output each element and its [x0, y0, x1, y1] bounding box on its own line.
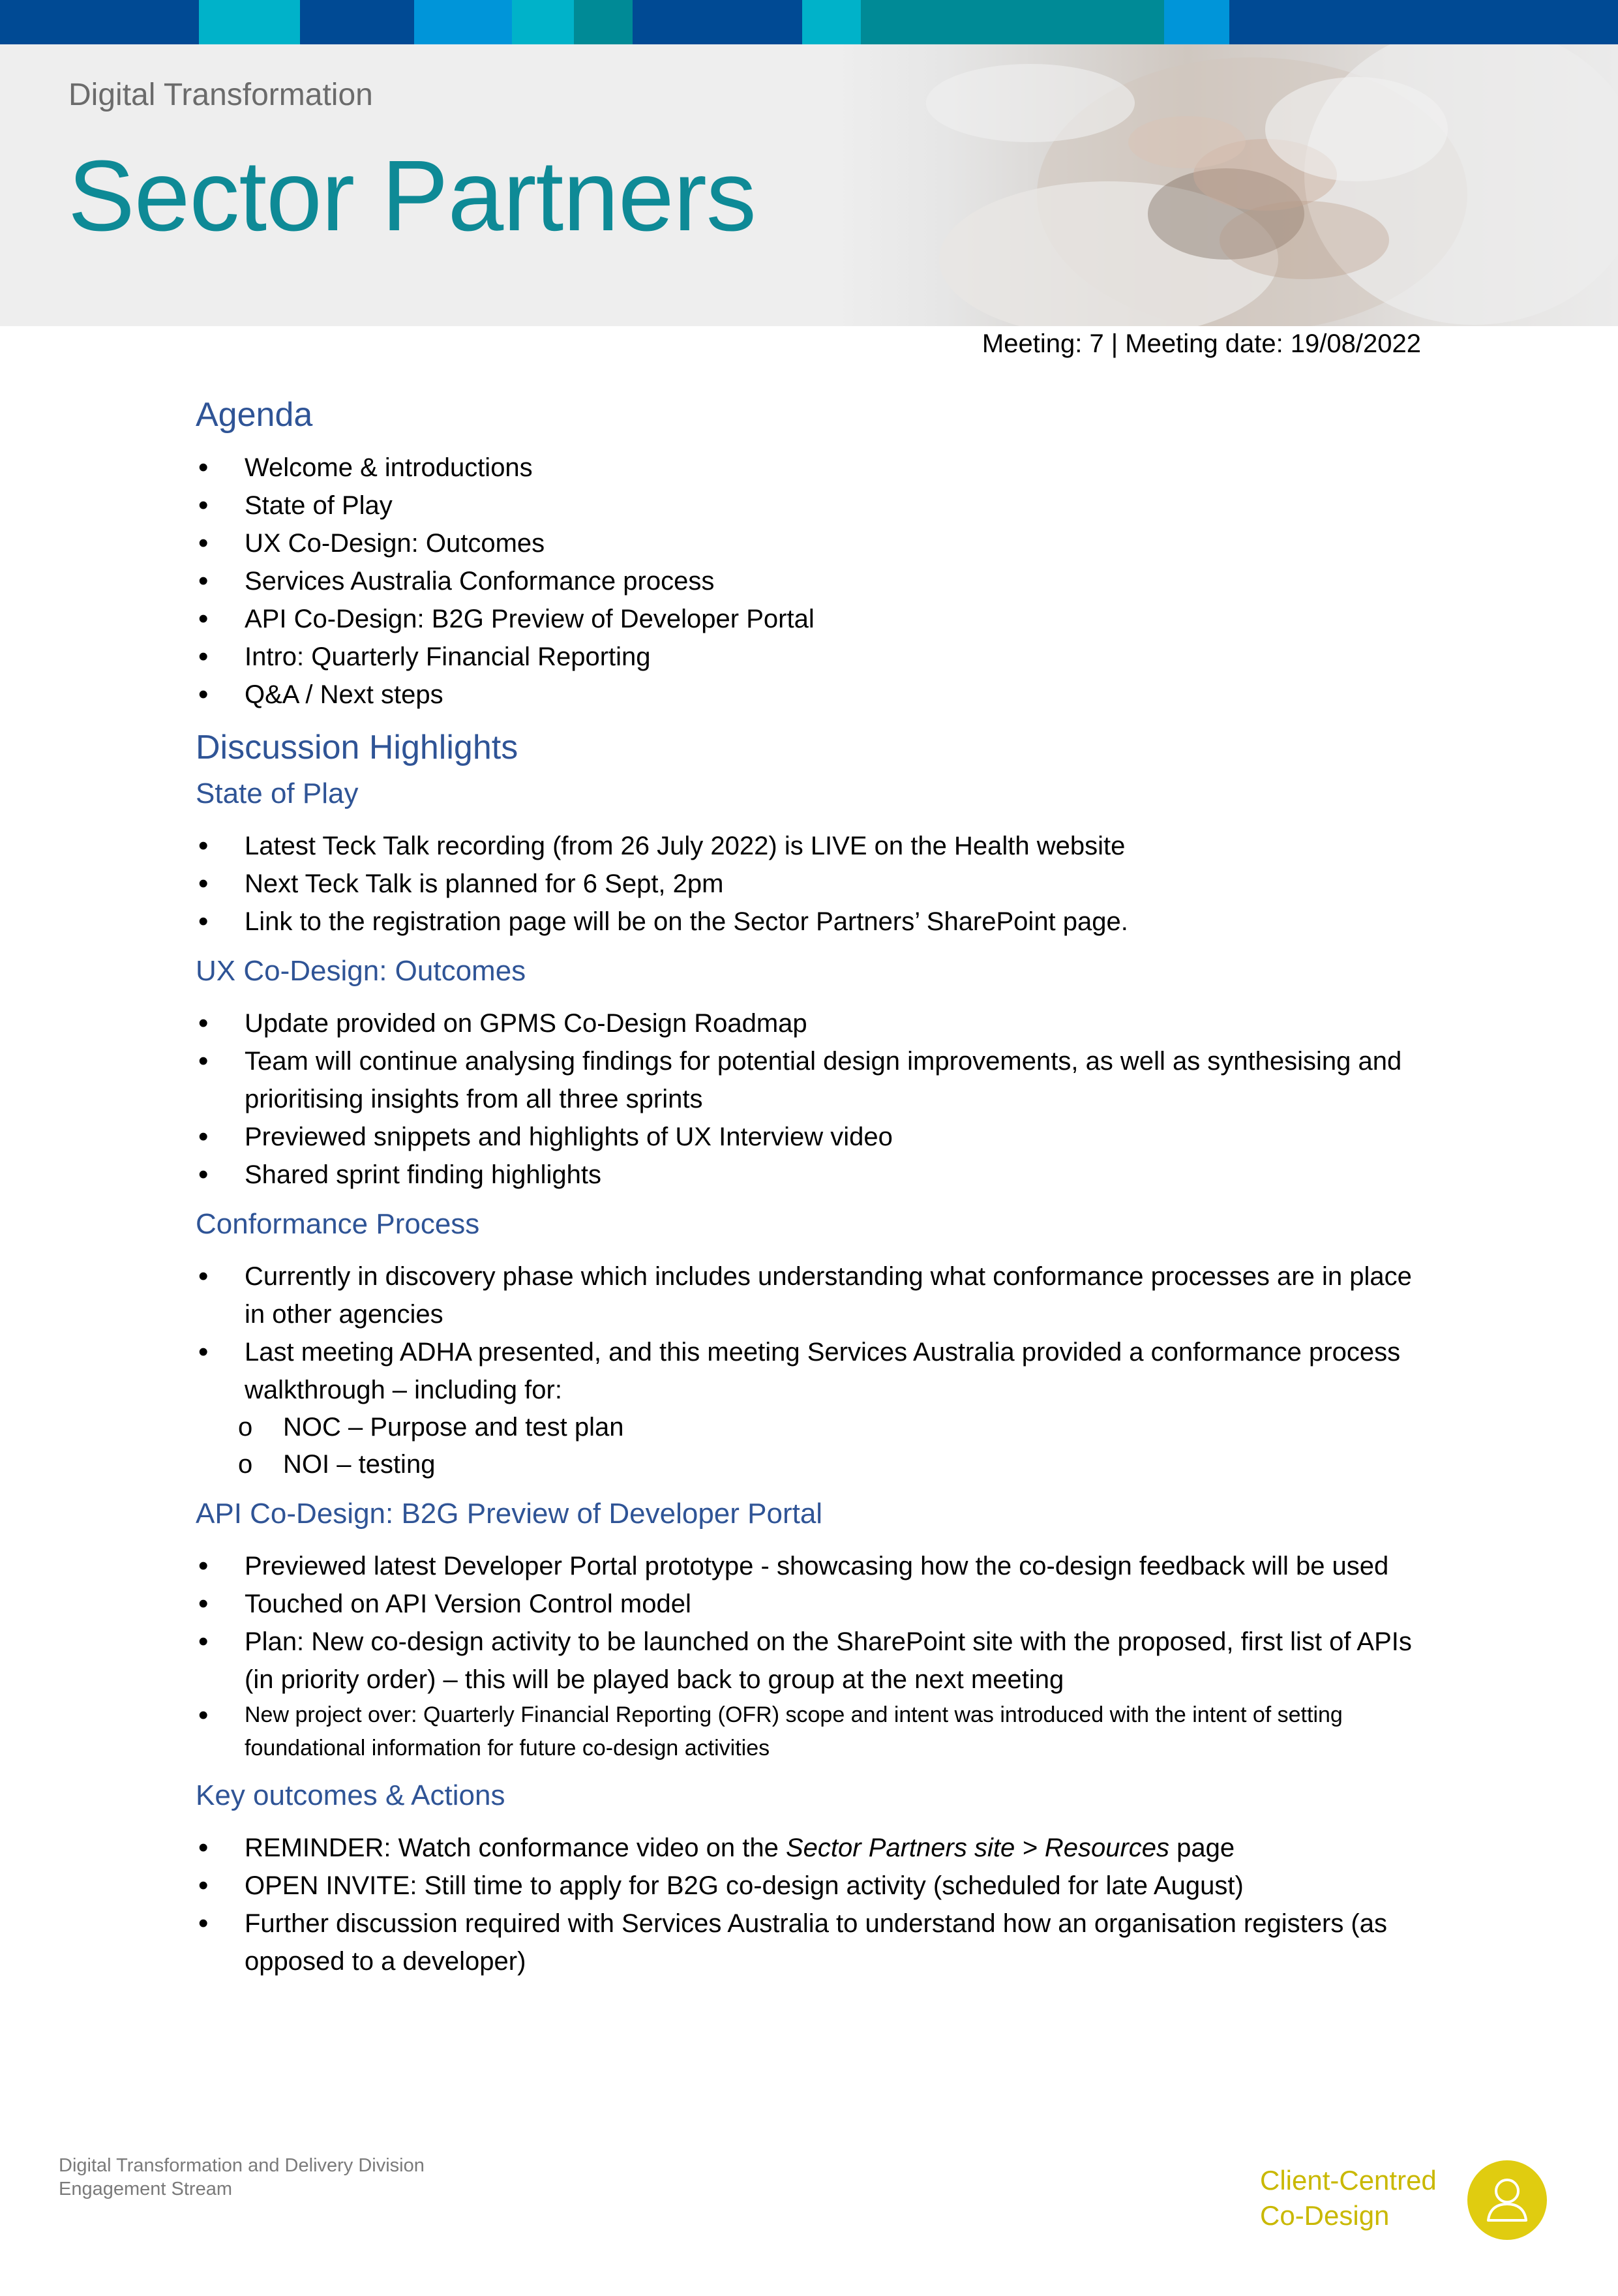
breadcrumb-separator: > — [1015, 1834, 1045, 1862]
sub-list-item: o NOI – testing — [196, 1446, 1435, 1483]
conformance-list — [196, 1258, 1435, 1483]
list-item: • API Co-Design: B2G Preview of Developer Portal — [196, 600, 1435, 638]
list-item: • Welcome & introductions — [196, 449, 1435, 487]
page-title: Sector Partners — [68, 140, 756, 252]
sub-list-item: o NOC – Purpose and test plan — [196, 1409, 1435, 1446]
list-item: • State of Play — [196, 487, 1435, 524]
state-of-play-heading: State of Play — [196, 778, 359, 809]
list-item: • Next Teck Talk is planned for 6 Sept, 2pm — [196, 865, 1435, 903]
top-color-bar — [0, 0, 1618, 44]
footer-label — [1260, 2163, 1437, 2233]
ux-codesign-list — [196, 1004, 1435, 1194]
list-item: • Currently in discovery phase which includes understanding what conformance processes are in place in other agencies — [196, 1258, 1435, 1333]
agenda-list — [196, 449, 1435, 714]
meeting-info: Meeting: 7 | Meeting date: 19/08/2022 — [981, 329, 1421, 358]
list-item: • Services Australia Conformance process — [196, 562, 1435, 600]
reminder-item — [196, 1829, 1435, 1867]
list-item: • Plan: New co-design activity to be launched on the SharePoint site with the proposed, first list of APIs (in priority order) – this will be played back to group at the next meeting — [196, 1623, 1435, 1699]
api-codesign-heading: API Co-Design: B2G Preview of Developer Portal — [196, 1498, 823, 1530]
banner-subtitle: Digital Transformation — [68, 78, 373, 112]
list-item: • OPEN INVITE: Still time to apply for B2G co-design activity (scheduled for late August) — [196, 1867, 1435, 1905]
list-item: • UX Co-Design: Outcomes — [196, 524, 1435, 562]
list-item: • Shared sprint finding highlights — [196, 1156, 1435, 1194]
list-item: • Latest Teck Talk recording (from 26 July 2022) is LIVE on the Health website — [196, 827, 1435, 865]
conformance-heading: Conformance Process — [196, 1208, 480, 1240]
state-of-play-list — [196, 827, 1435, 941]
list-item: • Further discussion required with Services Australia to understand how an organisation registers (as opposed to a developer) — [196, 1905, 1435, 1980]
list-item: • New project over: Quarterly Financial Reporting (OFR) scope and intent was introduced with the intent of setting foundational information for future co-design activities — [196, 1699, 1435, 1765]
key-outcomes-list — [196, 1829, 1435, 1980]
list-item: • Last meeting ADHA presented, and this meeting Services Australia provided a conformance process walkthrough – including for: — [196, 1333, 1435, 1409]
list-item: • Previewed latest Developer Portal prototype - showcasing how the co-design feedback will be used — [196, 1547, 1435, 1585]
resources-text: Resources — [1044, 1834, 1170, 1862]
reminder-text: REMINDER: Watch conformance video on the — [245, 1834, 786, 1862]
key-outcomes-heading: Key outcomes & Actions — [196, 1779, 505, 1811]
discussion-heading: Discussion Highlights — [196, 729, 518, 766]
hands-together-photo — [835, 44, 1618, 326]
footer-stream-name: Engagement Stream — [59, 2179, 232, 2199]
ux-codesign-heading: UX Co-Design: Outcomes — [196, 955, 526, 987]
api-codesign-list — [196, 1547, 1435, 1765]
footer-label-line2: Co-Design — [1260, 2200, 1390, 2231]
footer-division-name: Digital Transformation and Delivery Division — [59, 2155, 425, 2176]
list-item: • Touched on API Version Control model — [196, 1585, 1435, 1623]
list-item: • Previewed snippets and highlights of UX Interview video — [196, 1118, 1435, 1156]
list-item: • Link to the registration page will be on the Sector Partners’ SharePoint page. — [196, 903, 1435, 941]
agenda-heading: Agenda — [196, 396, 313, 434]
main-content — [196, 390, 1435, 1980]
person-icon — [1467, 2160, 1547, 2240]
list-item: • Update provided on GPMS Co-Design Roadmap — [196, 1004, 1435, 1042]
sector-partners-site-text: Sector Partners site — [785, 1834, 1015, 1862]
footer-label-line1: Client-Centred — [1260, 2165, 1437, 2196]
reminder-page-text: page — [1169, 1834, 1235, 1862]
header-banner — [0, 44, 1618, 326]
list-item: • Team will continue analysing findings for potential design improvements, as well as synthesising and prioritising insights from all three sprints — [196, 1042, 1435, 1118]
list-item: • Intro: Quarterly Financial Reporting — [196, 638, 1435, 676]
footer-division — [59, 2154, 425, 2201]
list-item: • Q&A / Next steps — [196, 676, 1435, 714]
